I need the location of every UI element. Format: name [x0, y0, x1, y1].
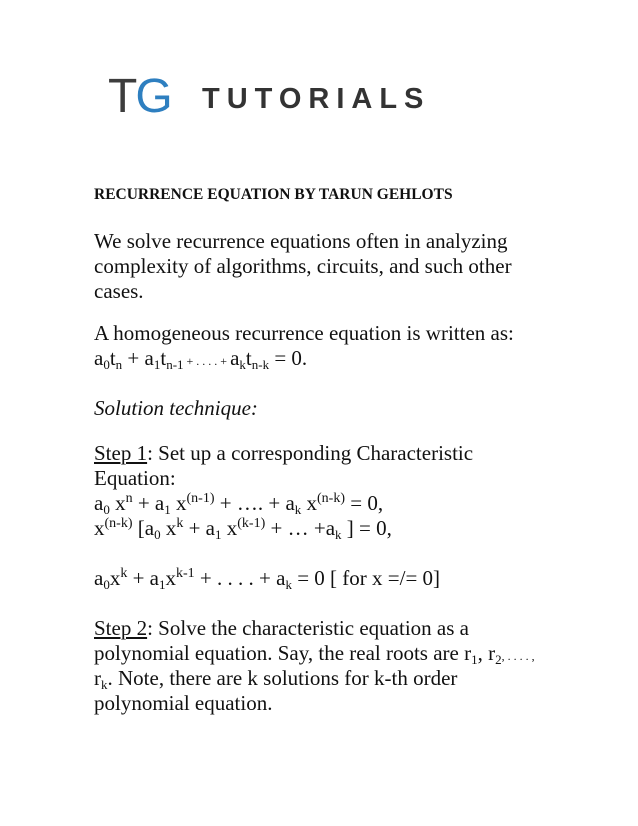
step2-line-1: Step 2: Solve the characteristic equation as a: [94, 616, 469, 640]
homogeneous-line: A homogeneous recurrence equation is written as:: [94, 321, 514, 345]
characteristic-equation-1: $a_0$ $x^n + a_1$ $x^{(n-1)}$ + …. + $a_k$ $x^{(n-k)} = 0$,: [94, 491, 384, 517]
logo-wordmark: TUTORIALS: [202, 83, 431, 115]
solution-title: Solution technique:: [94, 396, 258, 420]
step2-line-3: $r_k$. Note, there are k solutions for k-th order: [94, 666, 458, 692]
tg-tutorials-logo: [108, 70, 508, 123]
intro-line-3: cases.: [94, 279, 144, 303]
step2-line-2: polynomial equation. Say, the real roots are $r_1$, $r_2$, . . . . ,: [94, 641, 535, 667]
intro-line-2: complexity of algorithms, circuits, and such other: [94, 254, 512, 278]
logo-mark: [108, 70, 171, 123]
step1-line-2: Equation:: [94, 466, 176, 490]
document-heading: RECURRENCE EQUATION BY TARUN GEHLOTS: [94, 186, 453, 203]
logo-tg: TG: [108, 70, 171, 123]
step2-line-4: polynomial equation.: [94, 691, 273, 715]
step2-label: Step 2: [94, 616, 148, 640]
step1-label: Step 1: [94, 441, 148, 465]
intro-line-1: We solve recurrence equations often in analyzing: [94, 229, 508, 253]
step1-line: Step 1: Set up a corresponding Characteristic: [94, 441, 474, 465]
characteristic-equation-3: $a_0x^k + a_1x^{k-1}$ + . . . . + $a_k = 0$ [ for x =/= 0]: [94, 566, 441, 592]
homogeneous-equation: $a_0t_n + a_1t_{n-1}$ + . . . . + $a_kt_{n-k} = 0$.: [94, 346, 308, 372]
characteristic-equation-2: $x^{(n-k)}$ [$a_0$ $x^k + a_1$ $x^{(k-1)}$ + … $+a_k$ ] = 0,: [94, 516, 392, 542]
